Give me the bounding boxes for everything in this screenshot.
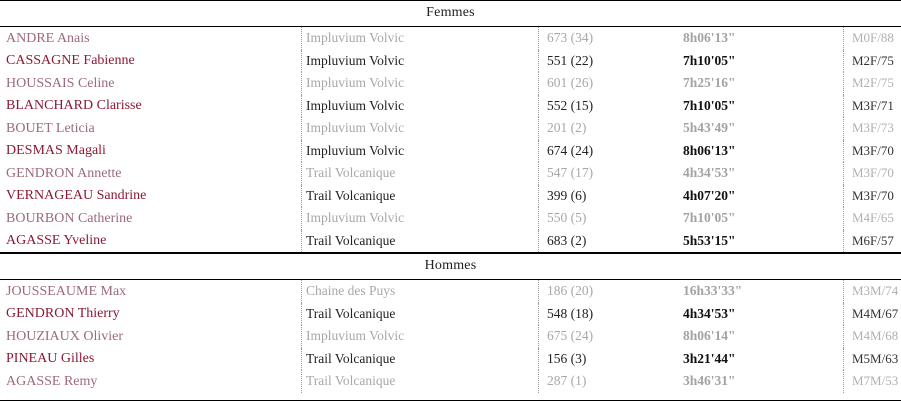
runner-name: HOUSSAIS Celine <box>6 75 115 91</box>
race-name-cell <box>302 140 539 163</box>
runner-name-cell <box>0 280 302 303</box>
category-code: M0F/88 <box>852 30 894 46</box>
runner-name-cell <box>0 117 302 140</box>
finish-time: 3h21'44" <box>683 350 736 366</box>
finish-time-cell <box>671 207 844 230</box>
race-name: Impluvium Volvic <box>306 52 405 68</box>
category-code-cell <box>844 370 901 393</box>
finish-time-cell <box>671 303 844 326</box>
runner-name: PINEAU Gilles <box>6 351 95 367</box>
rank-value: 551 (22) <box>547 52 594 68</box>
runner-name: AGASSE Remy <box>6 373 98 389</box>
runner-name: BOUET Leticia <box>6 120 95 136</box>
category-code: M7M/53 <box>852 373 899 389</box>
race-name: Impluvium Volvic <box>306 30 405 46</box>
table-row[interactable] <box>0 370 901 393</box>
category-code-cell <box>844 140 901 163</box>
table-row[interactable] <box>0 72 901 95</box>
finish-time: 3h46'31" <box>683 373 736 389</box>
category-code: M5M/63 <box>852 350 899 366</box>
runner-name-cell <box>0 230 302 253</box>
rank-value: 287 (1) <box>547 373 587 389</box>
category-code: M6F/57 <box>852 232 894 248</box>
category-code: M2F/75 <box>852 52 894 68</box>
category-code-cell <box>844 303 901 326</box>
rank-value: 552 (15) <box>547 97 594 113</box>
rank-value-cell <box>539 185 672 208</box>
rank-value-cell <box>539 117 672 140</box>
race-name: Impluvium Volvic <box>306 97 405 113</box>
table-row[interactable] <box>0 230 901 253</box>
race-name: Impluvium Volvic <box>306 142 405 158</box>
section-title: Femmes <box>0 1 901 27</box>
runner-name: AGASSE Yveline <box>6 233 107 249</box>
finish-time-cell <box>671 27 844 50</box>
rank-value: 673 (34) <box>547 30 594 46</box>
runner-name: VERNAGEAU Sandrine <box>6 188 147 204</box>
runner-name-cell <box>0 162 302 185</box>
runner-name-cell <box>0 50 302 73</box>
runner-name: BOURBON Catherine <box>6 210 133 226</box>
finish-time-cell <box>671 185 844 208</box>
table-row[interactable] <box>0 185 901 208</box>
runner-name-cell <box>0 303 302 326</box>
category-code-cell <box>844 230 901 253</box>
rank-value-cell <box>539 280 672 303</box>
runner-name-cell <box>0 325 302 348</box>
rank-value: 548 (18) <box>547 305 594 321</box>
section-title: Hommes <box>0 254 901 280</box>
race-name: Trail Volcanique <box>306 305 396 321</box>
finish-time-cell <box>671 117 844 140</box>
runner-name-cell <box>0 185 302 208</box>
category-code-cell <box>844 27 901 50</box>
runner-name-cell <box>0 348 302 371</box>
rank-value: 156 (3) <box>547 350 587 366</box>
race-name: Impluvium Volvic <box>306 120 405 136</box>
runner-name: GENDRON Annette <box>6 165 122 181</box>
runner-name-cell <box>0 370 302 393</box>
runner-name-cell <box>0 27 302 50</box>
race-name-cell <box>302 325 539 348</box>
finish-time: 7h10'05" <box>683 97 736 113</box>
rank-value-cell <box>539 207 672 230</box>
category-code-cell <box>844 280 901 303</box>
category-code: M3F/70 <box>852 142 894 158</box>
rank-value: 601 (26) <box>547 75 594 91</box>
runner-name: JOUSSEAUME Max <box>6 283 127 299</box>
category-code: M3M/74 <box>852 283 899 299</box>
finish-time: 7h25'16" <box>683 75 736 91</box>
race-name-cell <box>302 162 539 185</box>
race-name-cell <box>302 303 539 326</box>
finish-time-cell <box>671 280 844 303</box>
finish-time: 5h43'49" <box>683 120 736 136</box>
finish-time-cell <box>671 50 844 73</box>
runner-name-cell <box>0 72 302 95</box>
table-row[interactable] <box>0 140 901 163</box>
table-row[interactable] <box>0 162 901 185</box>
category-code-cell <box>844 207 901 230</box>
rank-value: 186 (20) <box>547 283 594 299</box>
rank-value-cell <box>539 303 672 326</box>
runner-name: CASSAGNE Fabienne <box>6 53 135 69</box>
runner-name: DESMAS Magali <box>6 143 106 159</box>
table-row[interactable] <box>0 280 901 303</box>
table-row[interactable] <box>0 50 901 73</box>
race-name-cell <box>302 280 539 303</box>
category-code-cell <box>844 325 901 348</box>
category-code: M3F/73 <box>852 120 894 136</box>
rank-value: 547 (17) <box>547 165 594 181</box>
rank-value-cell <box>539 72 672 95</box>
category-code: M2F/75 <box>852 75 894 91</box>
table-row[interactable] <box>0 27 901 50</box>
race-name: Trail Volcanique <box>306 232 396 248</box>
race-name-cell <box>302 207 539 230</box>
category-code: M4M/67 <box>852 305 899 321</box>
finish-time: 4h34'53" <box>683 165 736 181</box>
sections-container <box>0 1 901 393</box>
runner-name: ANDRE Anais <box>6 30 90 46</box>
category-code-cell <box>844 117 901 140</box>
race-name: Trail Volcanique <box>306 187 396 203</box>
category-code-cell <box>844 95 901 118</box>
finish-time: 4h34'53" <box>683 305 736 321</box>
finish-time: 8h06'13" <box>683 142 736 158</box>
rank-value-cell <box>539 230 672 253</box>
race-name-cell <box>302 27 539 50</box>
runner-name: BLANCHARD Clarisse <box>6 98 142 114</box>
finish-time: 16h33'33" <box>683 283 743 299</box>
race-name: Chaine des Puys <box>306 283 396 299</box>
rank-value-cell <box>539 325 672 348</box>
finish-time-cell <box>671 325 844 348</box>
rank-value-cell <box>539 370 672 393</box>
race-name: Impluvium Volvic <box>306 210 405 226</box>
rank-value: 675 (24) <box>547 328 594 344</box>
runner-name-cell <box>0 207 302 230</box>
rank-value-cell <box>539 348 672 371</box>
finish-time: 8h06'13" <box>683 30 736 46</box>
table-row[interactable] <box>0 207 901 230</box>
race-name-cell <box>302 185 539 208</box>
rank-value: 399 (6) <box>547 187 587 203</box>
category-code: M4F/65 <box>852 210 894 226</box>
rank-value-cell <box>539 162 672 185</box>
finish-time-cell <box>671 162 844 185</box>
finish-time-cell <box>671 95 844 118</box>
results-table <box>0 280 901 393</box>
race-name: Trail Volcanique <box>306 373 396 389</box>
runner-name-cell <box>0 95 302 118</box>
rank-value: 201 (2) <box>547 120 587 136</box>
finish-time-cell <box>671 72 844 95</box>
category-code: M4M/68 <box>852 328 899 344</box>
rank-value-cell <box>539 140 672 163</box>
race-name: Trail Volcanique <box>306 350 396 366</box>
finish-time: 5h53'15" <box>683 232 736 248</box>
race-name-cell <box>302 370 539 393</box>
category-code-cell <box>844 185 901 208</box>
table-row[interactable] <box>0 348 901 371</box>
runner-name: GENDRON Thierry <box>6 306 120 322</box>
race-name-cell <box>302 50 539 73</box>
results-table <box>0 27 901 252</box>
runner-name-cell <box>0 140 302 163</box>
table-row[interactable] <box>0 117 901 140</box>
rank-value: 683 (2) <box>547 232 587 248</box>
table-row[interactable] <box>0 325 901 348</box>
category-code-cell <box>844 50 901 73</box>
category-code-cell <box>844 72 901 95</box>
finish-time-cell <box>671 230 844 253</box>
finish-time: 7h10'05" <box>683 210 736 226</box>
finish-time-cell <box>671 370 844 393</box>
table-row[interactable] <box>0 95 901 118</box>
race-name: Impluvium Volvic <box>306 328 405 344</box>
finish-time: 4h07'20" <box>683 187 736 203</box>
rank-value: 550 (5) <box>547 210 587 226</box>
category-code: M3F/70 <box>852 165 894 181</box>
race-name-cell <box>302 117 539 140</box>
rank-value-cell <box>539 27 672 50</box>
race-name: Impluvium Volvic <box>306 75 405 91</box>
table-row[interactable] <box>0 303 901 326</box>
race-name-cell <box>302 95 539 118</box>
race-name-cell <box>302 348 539 371</box>
race-name: Trail Volcanique <box>306 165 396 181</box>
category-code: M3F/71 <box>852 97 894 113</box>
category-code-cell <box>844 348 901 371</box>
finish-time-cell <box>671 140 844 163</box>
rank-value-cell <box>539 50 672 73</box>
rank-value-cell <box>539 95 672 118</box>
category-code: M3F/70 <box>852 187 894 203</box>
race-name-cell <box>302 72 539 95</box>
finish-time-cell <box>671 348 844 371</box>
category-code-cell <box>844 162 901 185</box>
finish-time: 8h06'14" <box>683 328 736 344</box>
finish-time: 7h10'05" <box>683 52 736 68</box>
runner-name: HOUZIAUX Olivier <box>6 328 124 344</box>
race-name-cell <box>302 230 539 253</box>
rank-value: 674 (24) <box>547 142 594 158</box>
